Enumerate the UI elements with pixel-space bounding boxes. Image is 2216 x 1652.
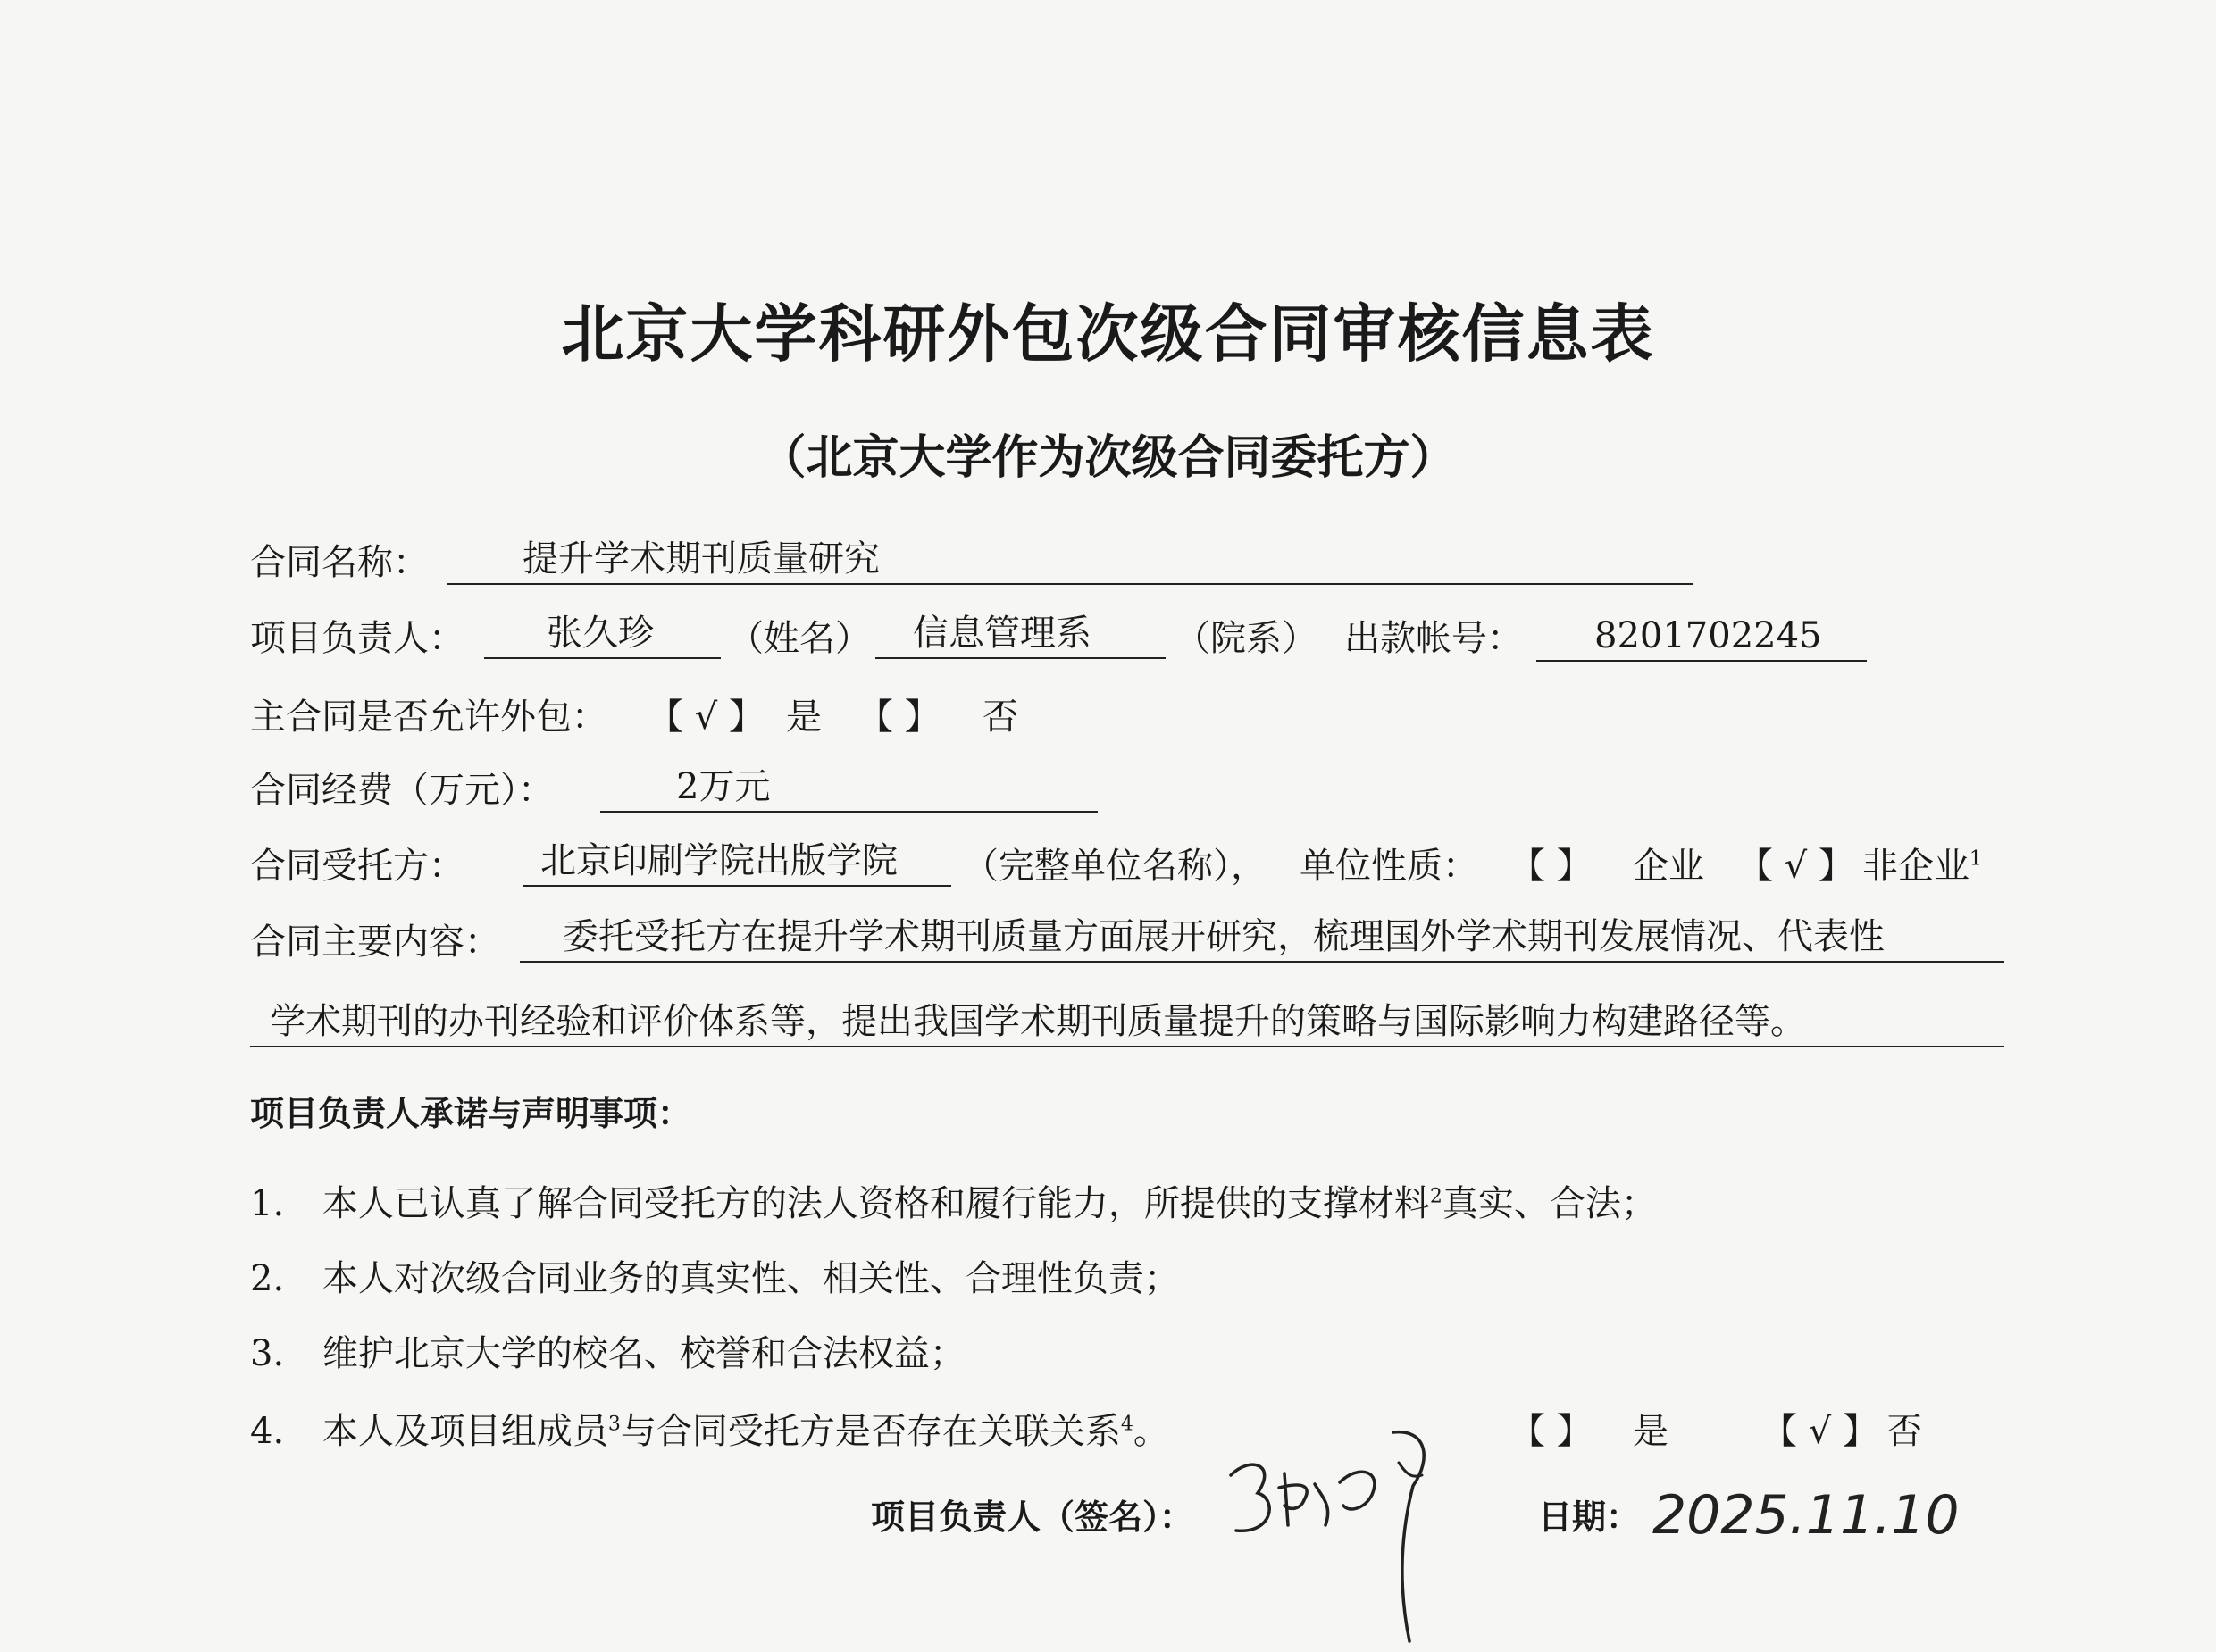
content-line-2-text: 学术期刊的办刊经验和评价体系等，提出我国学术期刊质量提升的策略与国际影响力构建路径等。 [270, 1001, 1806, 1042]
trustee-label: 合同受托方： [250, 846, 464, 887]
date-label: 日期： [1538, 1498, 1641, 1537]
footnote-1: 1 [1969, 847, 1982, 871]
content-line-2 [250, 1001, 2004, 1047]
commitment-4-text-c: 。 [1133, 1411, 1169, 1452]
funding-label: 合同经费（万元）： [250, 770, 554, 811]
commitment-4-text-b: 与合同受托方是否存在关联关系 [620, 1411, 1121, 1452]
commitment-1-text-b: 真实、合法； [1442, 1183, 1657, 1224]
commitment-4-text-a: 本人及项目组成员 [322, 1411, 608, 1452]
outsourcing-no-label: 否 [983, 697, 1018, 738]
commitment-1 [250, 1183, 1657, 1224]
content-line-1-text: 委托受托方在提升学术期刊质量方面展开研究，梳理国外学术期刊发展情况、代表性 [563, 916, 1885, 957]
commitment-4 [250, 1411, 1169, 1452]
outsourcing-label: 主合同是否允许外包： [250, 697, 607, 738]
leader-name-value: 张久珍 [547, 613, 654, 654]
commitment-2-number: 2. [250, 1258, 285, 1299]
enterprise-label: 企业 [1633, 846, 1704, 887]
contract-name-value: 提升学术期刊质量研究 [523, 538, 880, 580]
outsourcing-no-checkbox[interactable]: 【 】 [857, 697, 941, 738]
handwritten-signature [1215, 1420, 1483, 1652]
department-value: 信息管理系 [913, 613, 1091, 654]
trustee-name-field [523, 840, 951, 887]
relation-yes-checkbox[interactable]: 【 】 [1509, 1411, 1593, 1452]
non-enterprise-text: 非企业 [1862, 846, 1969, 887]
leader-name-suffix: （姓名） [728, 618, 871, 659]
trustee-name-value: 北京印刷学院出版学院 [540, 840, 898, 881]
commitment-2-text: 本人对次级合同业务的真实性、相关性、合理性负责； [322, 1258, 1180, 1299]
document-title: 北京大学科研外包次级合同审核信息表 [561, 297, 1655, 371]
relation-no-checkbox[interactable]: 【 √ 】 [1761, 1411, 1878, 1452]
non-enterprise-label [1862, 846, 1982, 887]
funding-field [600, 766, 1098, 813]
footnote-4: 4 [1120, 1413, 1133, 1436]
commitments-heading: 项目负责人承诺与声明事项： [250, 1094, 692, 1133]
department-suffix: （院系） [1175, 618, 1317, 659]
relation-no-label: 否 [1886, 1411, 1922, 1452]
commitment-3 [250, 1333, 966, 1374]
commitment-1-number: 1. [250, 1183, 285, 1224]
commitment-3-text: 维护北京大学的校名、校誉和合法权益； [322, 1333, 966, 1374]
trustee-name-suffix: （完整单位名称）， [963, 846, 1267, 887]
enterprise-checkbox[interactable]: 【 】 [1509, 846, 1593, 887]
content-label: 合同主要内容： [250, 922, 500, 963]
content-line-1 [520, 916, 2004, 963]
footnote-3: 3 [607, 1413, 621, 1436]
funding-value: 2万元 [676, 766, 771, 807]
commitment-3-number: 3. [250, 1333, 285, 1374]
non-enterprise-checkbox[interactable]: 【 √ 】 [1737, 846, 1854, 887]
signature-label: 项目负责人（签名）： [871, 1498, 1194, 1537]
account-field [1536, 615, 1867, 662]
commitment-4-number: 4. [250, 1411, 285, 1452]
account-label: 出款帐号： [1344, 618, 1523, 659]
document-subtitle: （北京大学作为次级合同委托方） [759, 431, 1457, 485]
trustee-nature-label: 单位性质： [1300, 846, 1478, 887]
contract-name-field [447, 538, 1693, 585]
contract-name-label: 合同名称： [250, 542, 429, 583]
footnote-2: 2 [1429, 1185, 1442, 1208]
leader-name-field [484, 613, 721, 659]
commitment-1-text-a: 本人已认真了解合同受托方的法人资格和履行能力，所提供的支撑材料 [322, 1183, 1430, 1224]
project-leader-label: 项目负责人： [250, 618, 464, 659]
department-field [875, 613, 1166, 659]
outsourcing-yes-checkbox[interactable]: 【 √ 】 [648, 697, 765, 738]
account-value: 8201702245 [1594, 615, 1822, 656]
outsourcing-yes-label: 是 [786, 697, 822, 738]
date-value: 2025.11.10 [1652, 1484, 1960, 1547]
commitment-2 [250, 1258, 1180, 1299]
relation-yes-label: 是 [1633, 1411, 1668, 1452]
